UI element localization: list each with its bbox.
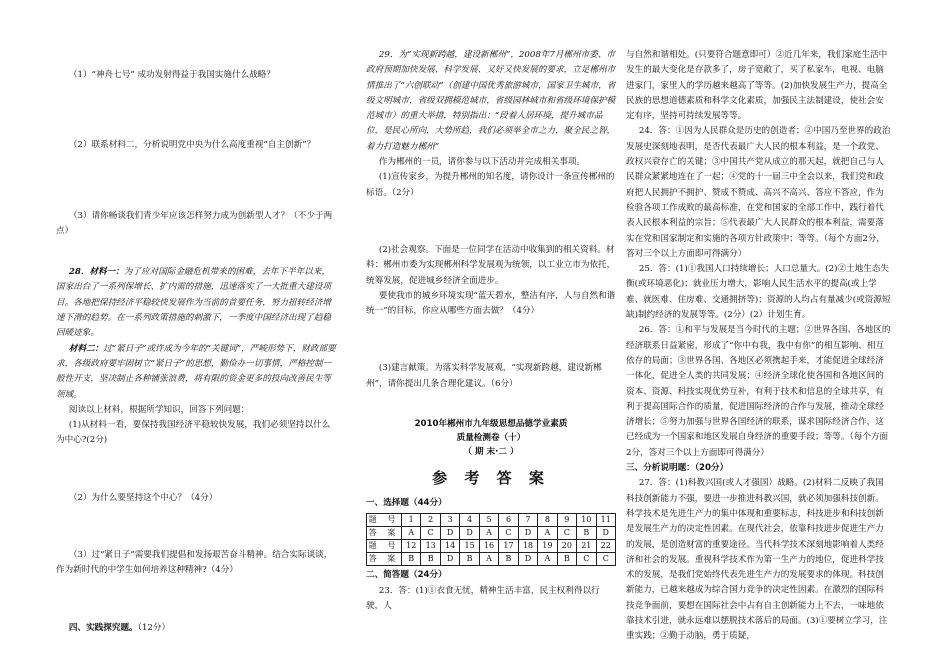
table-cell: 14 [440,540,459,553]
left-column [56,48,338,636]
answer-key-header [366,418,616,492]
material-label: 材料二： [68,343,104,354]
answer-24: 24．答：①因为人民群众是历史的创造者；②中国乃至世界的政治发展史深刻地表明，是否代表最广大人民的根本利益，是一个政党、政权兴衰存亡的关键；③中国共产党从成立的那天起，就把自己与人民群众紧紧地连在了一起；④党的十一届三中全会以来，我们党和政府把人民拥护不拥护、赞成不赞成、高兴不高兴、答应不答应，作为检验各项工作成败的最高标准，在党和国家的全部工作中，践行着代表人民根本利益的宗旨；⑤代表最广大人民群众的根本利益，需要落实在党和国家制定和实施的各项方针政策中；等等。（每个方面2分，答对三个以上方面即可得满分） [626,126,891,259]
answer-23: 23．答：(1)①衣食无忧，精神生活丰富，民主权利得以行驶，人 [366,585,600,611]
answer-26: 26．答：①和平与发展是当今时代的主题；②世界各国、各地区的经济联系日益紧密，形成了“你中有我，我中有你”的相互影响、相互依存的局面；③世界各国、各地区必须携起手来，才能促进全球经济一体化，促进全人类的共同发展；④经济全球化使各国和各地区间的资本、资源、科技实现优势互补，有利于技术和信息的全球共享，有利于提高国际合作的质量，促进国际经济的合作与发展，推动全球经济增长；⑤努力加强与世界各国经济的联系，谋求国际经济合作，这已经成为一个国家和地区发展自身经济的重要手段；等等。（每个方面2分，答对三个以上方面即可得满分） [626,325,891,458]
table-cell: 10 [577,514,596,527]
material-28-two [56,342,338,403]
activity-2b: 要使我市的城乡环境实现“蓝天碧水，整洁有序，人与自然和谐统一”的目标，你应从哪些方面去做？（4分） [366,290,616,317]
table-cell: C [557,527,576,540]
table-cell: D [440,527,459,540]
table-cell: D [440,553,459,566]
material-text: 过“紧日子”或许成为今年的“关键词”，严峻形势下，财政部要求，各级政府要牢固树立“紧日子”的思想，勤俭办一切事情，严格控制一般性开支，坚决制止各种铺张浪费，将有限的资金更多的投向改善民生等领域。 [56,343,336,400]
table-cell: 22 [596,540,615,553]
sub-question-1: (1)从材料一看，要保持我国经济平稳较快发展，我们必须坚持以什么为中心?(2分) [56,420,331,446]
table-head: 答 案 [367,553,402,566]
answer-25: 25．答：(1)①我国人口持续增长；人口总量大。(2)②土地生态失衡(或环境恶化)；就业压力增大，影响人民生活水平的提高(或上学难、就医难、住房难、交通拥挤等)；资源的人均占有量减少(或资源短缺)制约经济的发展等等。(2分）(2）计划生育。 [626,264,891,321]
table-cell: 1 [402,514,421,527]
table-cell: 21 [577,540,596,553]
table-cell: B [460,553,479,566]
exam-title: 2010年郴州市九年级思想品德学业素质 [414,419,568,430]
table-cell: A [538,553,557,566]
table-cell: 20 [557,540,576,553]
table-head: 题 号 [367,540,402,553]
answer-27: 27．答：(1)科教兴国(或人才强国）战略。(2)材料二反映了我国科技创新能力不强，要进一步推进科教兴国，就必须加强科技创新。科学技术是先进生产力的集中体现和重要标志，科技进步和科技创新是发展生产力的决定性因素。在现代社会，依靠科技进步促进生产力的发展，是创造财富的重要途径。当代科学技术深刻地影响着人类经济和社会的发展。重视科学技术作为第一生产力的地位，促进科学技术的发展，是我们党始终代表先进生产力的发展要求的体现。科技创新能力，已越来越成为综合国力竞争的决定性因素。在激烈的国际科技竞争面前，要想在国际社会中占有自主创新能力上不去，一味地依靠技术引进，就永远难以摆脱技术落后的局面。(3)①要树立学习，注重实践；②勤于动脑，勇于质疑， [626,478,888,642]
table-head: 题 号 [367,514,402,527]
right-column [626,48,892,645]
table-cell: 7 [518,514,537,527]
table-cell: A [402,527,421,540]
table-cell: C [577,553,596,566]
section-title: 四、实践探究题。 [68,622,138,633]
table-cell: C [499,527,518,540]
question-29: 29．为“实现新跨越，建设新郴州”，2008年7月郴州市委、市政府预期加快发展、科学发展、又好又快发展的要求，立足郴州市情推出了“六创联动”（创建中国优秀旅游城市，国家卫生城市，省级文明城市，省级双拥模范城市，省级园林城市和省级环境保护模范城市）的重大举措，特别指出：“段着人居环境，提升城市品位，是民心所向，大势所趋，我们必须举全市之力，聚全民之智，着力打造魅力郴州” [366,50,616,152]
table-head: 答 案 [367,527,402,540]
table-cell: B [577,527,596,540]
table-cell: 18 [518,540,537,553]
read-instruction: 阅读以上材料，根据所学知识，回答下列问题： [68,404,250,415]
table-cell: C [596,553,615,566]
answer-key-title: 参 考 答 案 [432,469,550,488]
table-cell: A [479,553,498,566]
table-cell: 4 [460,514,479,527]
material-28-one [56,265,338,341]
activity-1: (1)宣传家乡，为提升郴州的知名度，请你设计一条宣传郴州的标语。（2分） [366,172,615,198]
activity-2: (2)社会观察。下面是一位同学在活动中收集到的相关资料。材料：郴州市委为实现郴州科学发展观为统领，以工业立市为依托，统筹发展，促进城乡经济全面进步。 [366,244,616,286]
section-1-heading: 一、选择题（44分） [366,497,447,508]
sub-question-3: （3）过“紧日子”需要我们提倡和发扬艰苦奋斗精神。结合实际谈谈，作为新时代的中学生如何培养这种精神?（4分） [56,550,333,576]
table-cell: D [460,527,479,540]
activity-3: (3)建言献策。为落实科学发展观，“实现新跨越，建设新郴州”，请你提出几条合理化建议。（6分） [366,363,602,389]
question-1: （1）“神舟七号” 成功发射得益于我国实施什么战略？ [68,70,275,80]
table-cell: A [479,527,498,540]
table-cell: D [518,553,537,566]
table-cell: B [421,553,440,566]
table-row [367,540,616,553]
exam-term: （ 期 末·二 ） [463,446,519,457]
answer-table [366,513,616,566]
table-cell: 9 [557,514,576,527]
table-cell: 3 [440,514,459,527]
material-label: 28．材料一： [68,267,124,278]
section-score: （12分） [137,622,171,633]
table-cell: A [538,527,557,540]
table-cell: B [402,553,421,566]
answer-23-cont: 与自然和谐相处。(只要符合题意即可）②近几年来，我们家庭生活中发生的最大变化是存款多了，房子宽敞了，买了私家车，电视、电脑进家门，家里人的学历越来越高了等等。(2)加快发展生产力，提高全民族的思想道德素质和科学文化素质，加强民主法制建设，使社会安定有序，坚持可持续发展等等。 [626,50,888,122]
table-cell: 8 [538,514,557,527]
table-cell: 19 [538,540,557,553]
table-cell: B [557,553,576,566]
section-4-heading [56,621,338,636]
exam-subtitle: 质量检测卷（十） [456,432,526,443]
table-cell: 17 [499,540,518,553]
table-cell: 12 [402,540,421,553]
table-cell: 11 [596,514,615,527]
table-row [367,553,616,566]
question-3: （3）请你畅谈我们青少年应该怎样努力成为创新型人才？（不少于两点） [56,210,333,236]
table-cell: 2 [421,514,440,527]
table-cell: 16 [479,540,498,553]
table-cell: 6 [499,514,518,527]
activity-intro: 作为郴州的一员，请你参与以下活动并完成相关事项。 [378,157,586,168]
table-cell: D [596,527,615,540]
section-3-heading: 三、分析说明题：（20分） [626,463,729,474]
table-cell: 5 [479,514,498,527]
table-cell: D [518,527,537,540]
table-row [367,527,616,540]
middle-column [366,48,616,614]
sub-question-2: （2）为什么要坚持这个中心？（4分） [68,492,218,503]
table-cell: 13 [421,540,440,553]
material-text: 为了应对国际金融危机带来的困难，去年下半年以来，国家出台了一系列保增长、扩内需的措施，迅速落实了一大批重大建设项目。各地把保持经济平稳较快发展作为当前的首要任务，努力扭转经济增速下滑的趋势。在一系列政策措施的刺激下，一季度中国经济出现了趋稳回暖迹象。 [56,267,332,339]
table-cell: C [421,527,440,540]
table-cell: 15 [460,540,479,553]
question-2: （2）联系材料二，分析说明党中央为什么高度重视“自主创新”？ [68,140,316,151]
table-cell: B [499,553,518,566]
table-row [367,514,616,527]
section-2-heading: 二、简答题（24分） [366,570,447,581]
